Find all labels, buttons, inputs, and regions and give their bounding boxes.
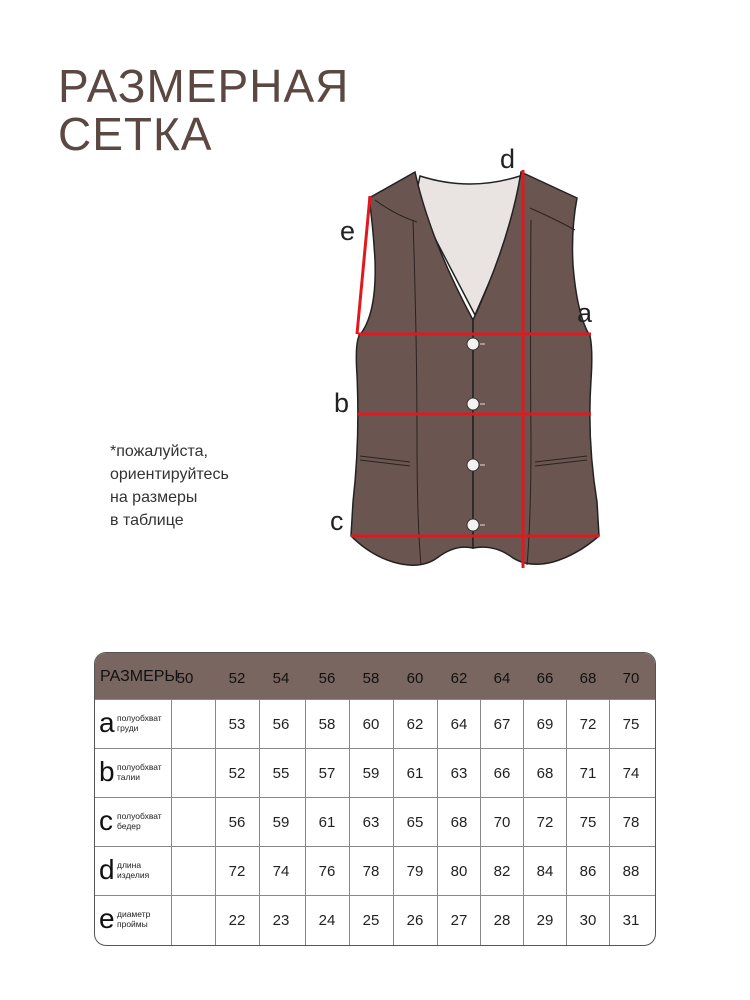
size-table xyxy=(94,652,656,946)
table-row xyxy=(95,748,655,798)
table-cell: 61 xyxy=(406,765,424,782)
vest-diagram xyxy=(325,140,625,590)
table-cell: 69 xyxy=(536,716,554,733)
table-cell: 68 xyxy=(536,765,554,782)
table-cell: 56 xyxy=(272,716,290,733)
row-description xyxy=(117,811,173,831)
table-cell: 25 xyxy=(362,912,380,929)
table-cell: 62 xyxy=(406,716,424,733)
table-row xyxy=(95,846,655,896)
label-c: c xyxy=(330,506,344,536)
table-row xyxy=(95,797,655,847)
row-description xyxy=(117,713,173,733)
row-letter: e xyxy=(99,903,115,934)
table-cell: 74 xyxy=(622,765,640,782)
row-description-line-2: изделия xyxy=(117,870,150,880)
table-cell: 75 xyxy=(622,716,640,733)
table-cell: 53 xyxy=(228,716,246,733)
note-line-2: ориентируйтесь xyxy=(110,466,229,483)
row-description-line-2: груди xyxy=(117,723,139,733)
table-cell: 72 xyxy=(536,814,554,831)
table-cell: 86 xyxy=(579,863,597,880)
row-label xyxy=(95,700,171,749)
size-header-10: 70 xyxy=(622,670,640,687)
row-letter: b xyxy=(99,756,115,787)
button-1 xyxy=(467,338,479,350)
table-cell: 22 xyxy=(228,912,246,929)
table-cell: 24 xyxy=(318,912,336,929)
table-cell: 27 xyxy=(450,912,468,929)
page-title xyxy=(58,62,349,158)
size-header-6: 62 xyxy=(450,670,468,687)
row-description xyxy=(117,860,173,880)
table-cell: 52 xyxy=(228,765,246,782)
table-cell: 26 xyxy=(406,912,424,929)
row-description xyxy=(117,909,173,929)
row-description-line-2: проймы xyxy=(117,919,148,929)
size-header-0: 50 xyxy=(176,670,194,687)
title-line-2: СЕТКА xyxy=(58,108,213,160)
vest-illustration xyxy=(325,140,625,590)
size-header-7: 64 xyxy=(493,670,511,687)
size-header-4: 58 xyxy=(362,670,380,687)
table-cell: 30 xyxy=(579,912,597,929)
row-description-line-2: бедер xyxy=(117,821,141,831)
table-cell: 80 xyxy=(450,863,468,880)
size-header-5: 60 xyxy=(406,670,424,687)
measure-e-line xyxy=(357,196,370,334)
table-cell: 70 xyxy=(493,814,511,831)
table-cell: 84 xyxy=(536,863,554,880)
row-letter: a xyxy=(99,707,115,738)
table-cell: 58 xyxy=(318,716,336,733)
row-description-line-1: длина xyxy=(117,860,142,870)
row-letter: d xyxy=(99,854,115,885)
table-cell: 72 xyxy=(579,716,597,733)
table-cell: 64 xyxy=(450,716,468,733)
row-description-line-1: диаметр xyxy=(117,909,151,919)
table-cell: 78 xyxy=(362,863,380,880)
label-e: e xyxy=(340,216,356,246)
table-cell: 68 xyxy=(450,814,468,831)
table-cell: 76 xyxy=(318,863,336,880)
table-cell: 79 xyxy=(406,863,424,880)
table-cell: 29 xyxy=(536,912,554,929)
row-label xyxy=(95,798,171,847)
row-description-line-1: полуобхват xyxy=(117,811,162,821)
row-letter: c xyxy=(99,805,113,836)
note-line-4: в таблице xyxy=(110,512,184,529)
button-4 xyxy=(467,519,479,531)
header-label: РАЗМЕРЫ xyxy=(100,668,179,685)
table-cell: 57 xyxy=(318,765,336,782)
table-cell: 63 xyxy=(450,765,468,782)
table-header xyxy=(95,653,655,699)
table-cell: 65 xyxy=(406,814,424,831)
table-cell: 78 xyxy=(622,814,640,831)
table-cell: 72 xyxy=(228,863,246,880)
row-description-line-1: полуобхват xyxy=(117,762,162,772)
sizing-note xyxy=(110,440,229,532)
label-d: d xyxy=(500,144,516,174)
table-cell: 59 xyxy=(362,765,380,782)
table-cell: 31 xyxy=(622,912,640,929)
row-label xyxy=(95,896,171,945)
table-cell: 75 xyxy=(579,814,597,831)
row-label xyxy=(95,847,171,896)
table-cell: 67 xyxy=(493,716,511,733)
table-cell: 60 xyxy=(362,716,380,733)
table-cell: 82 xyxy=(493,863,511,880)
table-cell: 71 xyxy=(579,765,597,782)
row-description xyxy=(117,762,173,782)
button-3 xyxy=(467,459,479,471)
title-line-1: РАЗМЕРНАЯ xyxy=(58,60,350,112)
label-a: a xyxy=(577,298,593,328)
table-cell: 59 xyxy=(272,814,290,831)
table-row xyxy=(95,895,655,945)
note-line-1: *пожалуйста, xyxy=(110,443,208,460)
table-cell: 61 xyxy=(318,814,336,831)
table-cell: 28 xyxy=(493,912,511,929)
size-header-3: 56 xyxy=(318,670,336,687)
table-row xyxy=(95,699,655,749)
table-cell: 23 xyxy=(272,912,290,929)
table-cell: 74 xyxy=(272,863,290,880)
size-header-2: 54 xyxy=(272,670,290,687)
size-header-9: 68 xyxy=(579,670,597,687)
note-line-3: на размеры xyxy=(110,489,198,506)
size-header-8: 66 xyxy=(536,670,554,687)
table-cell: 55 xyxy=(272,765,290,782)
table-cell: 56 xyxy=(228,814,246,831)
row-description-line-1: полуобхват xyxy=(117,713,162,723)
row-label xyxy=(95,749,171,798)
row-description-line-2: талии xyxy=(117,772,140,782)
table-cell: 63 xyxy=(362,814,380,831)
table-cell: 66 xyxy=(493,765,511,782)
label-b: b xyxy=(334,388,350,418)
size-header-1: 52 xyxy=(228,670,246,687)
table-cell: 88 xyxy=(622,863,640,880)
button-2 xyxy=(467,398,479,410)
